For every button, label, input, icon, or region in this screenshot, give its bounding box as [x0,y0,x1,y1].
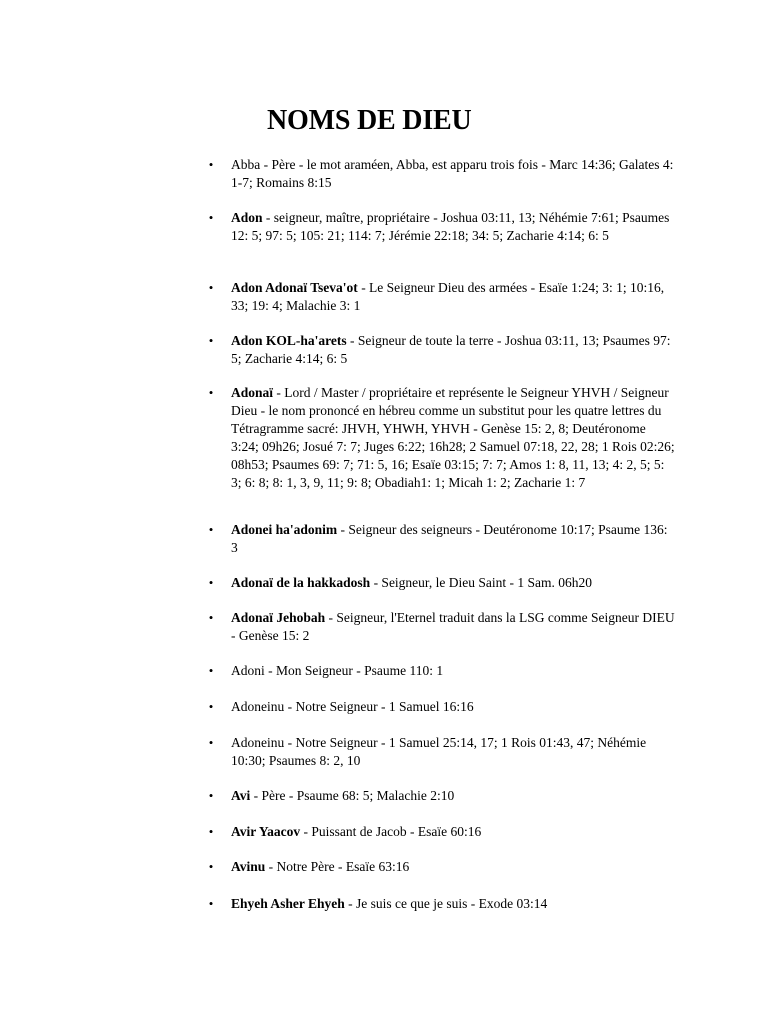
list-item [208,734,676,770]
name-description: - Le Seigneur Dieu des armées - Esaïe 1:24; 3: 1; 10:16, 33; 19: 4; Malachie 3: 1 [231,280,665,313]
bullet-icon: • [208,699,214,714]
name-description: - Lord / Master / propriétaire et représente le Seigneur YHVH / Seigneur Dieu - le nom prononcé en hébreu comme un substitut pour les quatre lettres du Tétragramme sacré: JHVH, YHWH, YHVH - Genèse 15: 2, 8; Deutéronome 3:24; 09h26; Josué 7: 7; Juges 6:22; 16h28; 2 Samuel 07:18, 22, 28; 1 Rois 02:26; 08h53; Psaumes 69: 7; 71: 5, 16; Esaïe 03:15; 7: 7; Amos 1: 8, 11, 13; 4: 2, 5; 5: 3; 6: 8; 8: 1, 3, 9, 11; 9: 8; Obadiah1: 1; Micah 1: 2; Zacharie 1: 7 [231,385,675,490]
list-item [208,823,676,841]
bullet-icon: • [208,735,214,750]
name-description: - seigneur, maître, propriétaire - Joshua 03:11, 13; Néhémie 7:61; Psaumes 12: 5; 97: 5; 105: 21; 114: 7; Jérémie 22:18; 34: 5; Zacharie 4:14; 6: 5 [231,210,670,243]
name-description: - Seigneur, le Dieu Saint - 1 Sam. 06h20 [370,575,592,590]
list-item [208,787,676,805]
bullet-icon: • [208,522,214,537]
name-description: Adoneinu - Notre Seigneur - 1 Samuel 16:16 [231,699,474,714]
divine-name: Adonaï [231,385,274,400]
name-description: - Seigneur des seigneurs - Deutéronome 10:17; Psaume 136: 3 [231,522,668,555]
name-description: - Seigneur de toute la terre - Joshua 03:11, 13; Psaumes 97: 5; Zacharie 4:14; 6: 5 [231,333,671,366]
name-description: - Seigneur, l'Eternel traduit dans la LSG comme Seigneur DIEU - Genèse 15: 2 [231,610,675,643]
bullet-icon: • [208,610,214,625]
list-item [208,574,676,592]
list-item [208,895,676,913]
bullet-icon: • [208,859,214,874]
page-title: NOMS DE DIEU [267,105,472,136]
divine-name: Adonaï de la hakkadosh [231,575,371,590]
list-item [208,332,676,368]
divine-name: Avir Yaacov [231,824,301,839]
divine-name: Adon Adonaï Tseva'ot [231,280,358,295]
name-description: Adoneinu - Notre Seigneur - 1 Samuel 25:14, 17; 1 Rois 01:43, 47; Néhémie 10:30; Psaumes 8: 2, 10 [231,735,647,768]
list-item [208,698,676,716]
bullet-icon: • [208,157,214,172]
bullet-icon: • [208,824,214,839]
name-description: - Puissant de Jacob - Esaïe 60:16 [300,824,482,839]
bullet-icon: • [208,663,214,678]
divine-name: Avi [231,788,251,803]
name-description: Adoni - Mon Seigneur - Psaume 110: 1 [231,663,444,678]
bullet-icon: • [208,333,214,348]
bullet-icon: • [208,788,214,803]
divine-name: Ehyeh Asher Ehyeh [231,896,345,911]
list-item [208,384,676,492]
list-item [208,279,676,315]
list-item [208,156,676,192]
divine-name: Adonaï Jehobah [231,610,326,625]
list-item [208,609,676,645]
bullet-icon: • [208,385,214,400]
divine-name: Adon [231,210,263,225]
bullet-icon: • [208,210,214,225]
bullet-icon: • [208,575,214,590]
list-item [208,662,676,680]
bullet-icon: • [208,896,214,911]
divine-name: Adon KOL-ha'arets [231,333,347,348]
list-item [208,521,676,557]
divine-name: Adonei ha'adonim [231,522,338,537]
name-description: - Je suis ce que je suis - Exode 03:14 [344,896,548,911]
list-item [208,209,676,245]
divine-name: Avinu [231,859,266,874]
name-description: - Notre Père - Esaïe 63:16 [265,859,410,874]
bullet-icon: • [208,280,214,295]
name-description: Abba - Père - le mot araméen, Abba, est apparu trois fois - Marc 14:36; Galates 4: 1-7; Romains 8:15 [231,157,674,190]
name-description: - Père - Psaume 68: 5; Malachie 2:10 [250,788,455,803]
list-item [208,858,676,876]
